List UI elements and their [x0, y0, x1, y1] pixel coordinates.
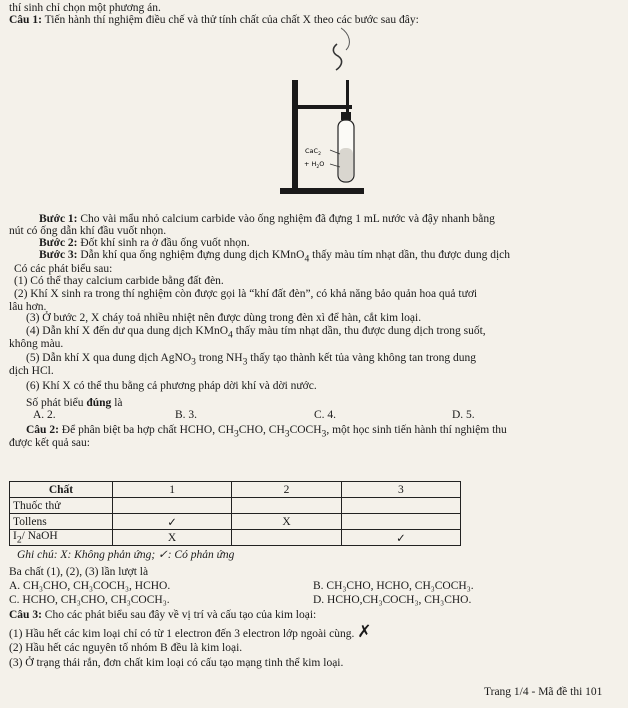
q1-step1-cont: nút có ống dẫn khí đầu vuốt nhọn.: [9, 225, 167, 237]
q2-prompt: Ba chất (1), (2), (3) lần lượt là: [9, 566, 149, 578]
q2-note: Ghi chú: X: Không phản ứng; ✓: Có phản ứng: [17, 549, 235, 561]
q1-option-a[interactable]: A. 2.: [33, 409, 56, 421]
q1-step1: Bước 1: Cho vài mẩu nhỏ calcium carbide vào ống nghiệm đã đựng 1 mL nước và đậy nhanh bằng: [39, 213, 495, 225]
q1-step2: Bước 2: Đốt khí sinh ra ở đầu ống vuốt nhọn.: [39, 237, 250, 249]
q1-statement-4-cont: không màu.: [9, 338, 64, 350]
q1-option-c[interactable]: C. 4.: [314, 409, 337, 421]
q3-statement-1: (1) Hầu hết các kim loại chỉ có từ 1 electron đến 3 electron lớp ngoài cùng. ✗: [9, 622, 372, 641]
tube-label-2: + $H_2O$: [304, 160, 325, 170]
q2-option-b[interactable]: B. CH₃CHO, HCHO, CH₃COCH₃.: [313, 580, 474, 592]
q1-statement-5-cont: dịch HCl.: [9, 365, 54, 377]
q1-statement-6: (6) Khí X có thể thu bằng cả phương pháp dời khí và dời nước.: [26, 380, 317, 392]
q1-statement-2: (2) Khí X sinh ra trong thí nghiệm còn được gọi là “khí đất đèn”, có khả năng bảo quản hoa quả tươi: [14, 288, 478, 300]
q1-statement-3: (3) Ở bước 2, X cháy toả nhiều nhiệt nên được dùng trong đèn xì để hàn, cắt kim loại.: [26, 312, 422, 324]
q1-count-prompt: Số phát biểu đúng là: [26, 397, 123, 409]
table-header-row: Chất 1 2 3: [10, 482, 461, 498]
q1-statement-5: (5) Dẫn khí X qua dung dịch AgNO$_3$ trong $NH_3$ thấy tạo thành kết tủa vàng không tan trong dung: [26, 352, 477, 368]
cross-mark-icon: ✗: [357, 622, 372, 641]
q1-step3: Bước 3: Dẫn khí qua ống nghiệm đựng dung dịch KMnO$_4$ thấy màu tím nhạt dần, thu được dung dịch: [39, 249, 511, 265]
page-footer: Trang 1/4 - Mã đề thi 101: [484, 686, 603, 698]
q1-text: Tiến hành thí nghiệm điều chế và thử tính chất của chất X theo các bước sau đây:: [44, 14, 419, 26]
q2-option-d[interactable]: D. HCHO,CH₃COCH₃, CH₃CHO.: [313, 594, 472, 606]
table-row: $I_2/$ NaOH X ✓: [10, 530, 461, 546]
q3-intro: Câu 3: Cho các phát biểu sau đây về vị trí và cấu tạo của kim loại:: [9, 609, 317, 621]
q2-intro: Câu 2: Để phân biệt ba hợp chất HCHO, $CH_3CHO$, $CH_3COCH_3$, một học sinh tiến hành thí nghiệm thu: [26, 424, 507, 440]
apparatus-figure: [262, 20, 372, 210]
flame-icon: [333, 44, 341, 70]
q3-statement-3: (3) Ở trạng thái rắn, đơn chất kim loại có cấu tạo mạng tinh thể kim loại.: [9, 657, 344, 669]
q1-statement-1: (1) Có thể thay calcium carbide bằng đất đèn.: [14, 275, 224, 287]
q2-option-c[interactable]: C. HCHO, CH₃CHO, CH₃COCH₃.: [9, 594, 170, 606]
q1-label: Câu 1:: [9, 14, 42, 26]
header-line: thí sinh chỉ chọn một phương án.: [9, 2, 161, 14]
clamp-stand: [292, 80, 298, 190]
table-row: Thuốc thử: [10, 498, 461, 514]
table-row: Tollens ✓ X: [10, 514, 461, 530]
result-table: [9, 481, 461, 546]
q1-statement-2-cont: lâu hơn.: [9, 301, 47, 313]
q1-option-b[interactable]: B. 3.: [175, 409, 198, 421]
q1-option-d[interactable]: D. 5.: [452, 409, 475, 421]
tube-label-1: CaC$_2$: [305, 147, 321, 157]
q1-statements-intro: Có các phát biểu sau:: [14, 263, 113, 275]
q1-statement-4: (4) Dẫn khí X đến dư qua dung dịch KMnO$_4$ thấy màu tím nhạt dần, thu được dung dịch trong suốt,: [26, 325, 486, 341]
q3-statement-2: (2) Hầu hết các nguyên tố nhóm B đều là kim loại.: [9, 642, 243, 654]
q2-option-a[interactable]: A. CH₃CHO, CH₃COCH₃, HCHO.: [9, 580, 171, 592]
q2-intro-cont: được kết quả sau:: [9, 437, 90, 449]
